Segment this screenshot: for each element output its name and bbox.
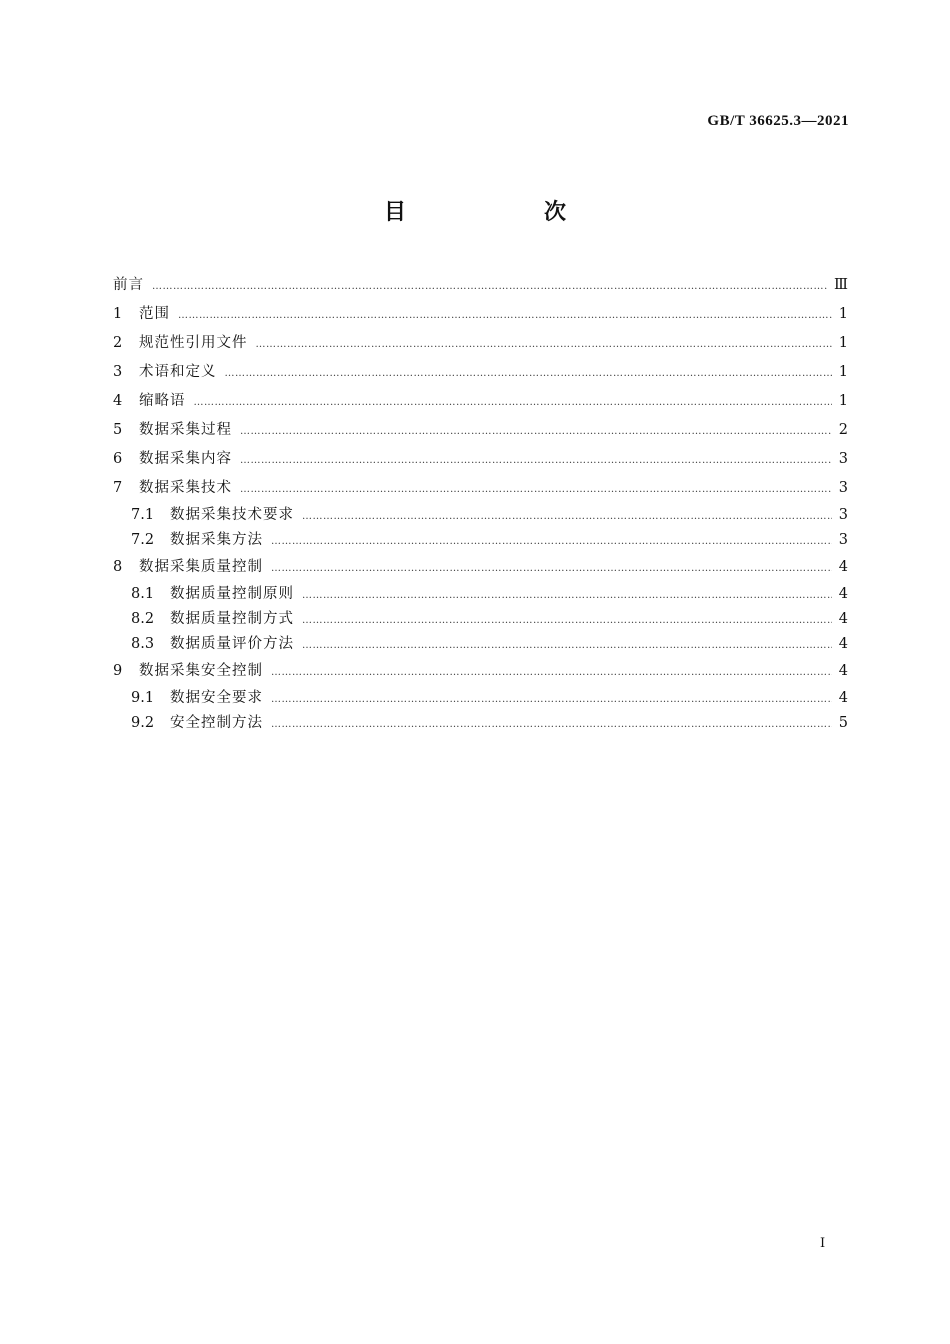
leader-dots bbox=[240, 417, 832, 446]
toc-entry-label: 数据采集安全控制 bbox=[139, 663, 263, 679]
toc-entry-number: 9 bbox=[113, 663, 123, 679]
toc-entry-number: 5 bbox=[113, 422, 123, 438]
toc-entry-2[interactable] bbox=[113, 329, 848, 358]
toc-entry-7[interactable] bbox=[113, 474, 848, 503]
toc-entry-number: 1 bbox=[113, 306, 123, 322]
toc-entry-number: 6 bbox=[113, 451, 123, 467]
toc-entry-label: 数据采集过程 bbox=[139, 422, 232, 438]
toc-entry-label: 范围 bbox=[139, 306, 170, 322]
toc-entry-number: 2 bbox=[113, 335, 123, 351]
toc-entry-page: 5 bbox=[838, 715, 848, 731]
leader-dots bbox=[240, 475, 832, 504]
toc-entry-label: 数据采集质量控制 bbox=[139, 559, 263, 575]
leader-dots bbox=[271, 712, 832, 737]
leader-dots bbox=[225, 359, 833, 388]
leader-dots bbox=[271, 658, 832, 687]
toc-entry-6[interactable] bbox=[113, 445, 848, 474]
toc-entry-7-2[interactable] bbox=[113, 528, 848, 553]
leader-dots bbox=[302, 608, 832, 633]
toc-entry-label: 安全控制方法 bbox=[170, 715, 263, 731]
toc-entry-number: 8.3 bbox=[131, 636, 155, 652]
toc-entry-page: 4 bbox=[838, 690, 848, 706]
toc-entry-8-2[interactable] bbox=[113, 607, 848, 632]
toc-entry-8-1[interactable] bbox=[113, 582, 848, 607]
toc-entry-1[interactable] bbox=[113, 300, 848, 329]
toc-entry-9-2[interactable] bbox=[113, 711, 848, 736]
leader-dots bbox=[178, 301, 832, 330]
toc-entry-8[interactable] bbox=[113, 553, 848, 582]
toc-entry-page: 4 bbox=[838, 611, 848, 627]
toc-entry-number: 7.2 bbox=[131, 532, 155, 548]
toc-entry-number: 7 bbox=[113, 480, 123, 496]
footer-page-number: I bbox=[820, 1236, 826, 1251]
toc-entry-page: 3 bbox=[838, 532, 848, 548]
toc-entry-page: 4 bbox=[838, 586, 848, 602]
leader-dots bbox=[152, 272, 828, 301]
leader-dots bbox=[271, 529, 832, 554]
toc-entry-label: 数据采集技术 bbox=[139, 480, 232, 496]
toc-entry-label: 数据采集内容 bbox=[139, 451, 232, 467]
toc-entry-page: 3 bbox=[838, 451, 848, 467]
toc-entry-label: 数据采集技术要求 bbox=[170, 507, 294, 523]
toc-entry-8-3[interactable] bbox=[113, 632, 848, 657]
leader-dots bbox=[302, 633, 832, 658]
toc-entry-label: 前言 bbox=[113, 277, 144, 293]
toc-entry-label: 规范性引用文件 bbox=[139, 335, 248, 351]
toc-entry-number: 8 bbox=[113, 559, 123, 575]
toc-entry-7-1[interactable] bbox=[113, 503, 848, 528]
toc-entry-label: 数据质量评价方法 bbox=[170, 636, 294, 652]
page-title: 目 次 bbox=[383, 200, 624, 225]
toc-entry-number: 9.1 bbox=[131, 690, 155, 706]
toc-entry-page: 1 bbox=[838, 306, 848, 322]
toc-entry-9-1[interactable] bbox=[113, 686, 848, 711]
table-of-contents bbox=[113, 271, 848, 736]
toc-entry-3[interactable] bbox=[113, 358, 848, 387]
toc-entry-5[interactable] bbox=[113, 416, 848, 445]
leader-dots bbox=[302, 504, 832, 529]
leader-dots bbox=[271, 554, 832, 583]
toc-entry-label: 术语和定义 bbox=[139, 364, 217, 380]
toc-entry-page: 3 bbox=[838, 507, 848, 523]
toc-entry-foreword[interactable] bbox=[113, 271, 848, 300]
toc-entry-label: 数据质量控制原则 bbox=[170, 586, 294, 602]
leader-dots bbox=[194, 388, 833, 417]
toc-entry-label: 数据质量控制方式 bbox=[170, 611, 294, 627]
leader-dots bbox=[271, 687, 832, 712]
toc-entry-number: 9.2 bbox=[131, 715, 155, 731]
toc-entry-page: 1 bbox=[838, 364, 848, 380]
toc-entry-label: 缩略语 bbox=[139, 393, 186, 409]
toc-entry-label: 数据采集方法 bbox=[170, 532, 263, 548]
toc-entry-number: 4 bbox=[113, 393, 123, 409]
leader-dots bbox=[302, 583, 832, 608]
toc-entry-page: 4 bbox=[838, 559, 848, 575]
toc-entry-number: 8.2 bbox=[131, 611, 155, 627]
toc-entry-number: 3 bbox=[113, 364, 123, 380]
toc-entry-page: 3 bbox=[838, 480, 848, 496]
leader-dots bbox=[240, 446, 832, 475]
toc-entry-number: 8.1 bbox=[131, 586, 155, 602]
leader-dots bbox=[256, 330, 833, 359]
toc-entry-page: 1 bbox=[838, 335, 848, 351]
toc-entry-page: 4 bbox=[838, 636, 848, 652]
toc-entry-4[interactable] bbox=[113, 387, 848, 416]
toc-entry-number: 7.1 bbox=[131, 507, 155, 523]
toc-entry-page: 1 bbox=[838, 393, 848, 409]
toc-entry-page: Ⅲ bbox=[834, 277, 848, 293]
toc-entry-page: 4 bbox=[838, 663, 848, 679]
toc-entry-9[interactable] bbox=[113, 657, 848, 686]
toc-entry-page: 2 bbox=[838, 422, 848, 438]
toc-entry-label: 数据安全要求 bbox=[170, 690, 263, 706]
standard-code: GB/T 36625.3—2021 bbox=[707, 113, 849, 129]
